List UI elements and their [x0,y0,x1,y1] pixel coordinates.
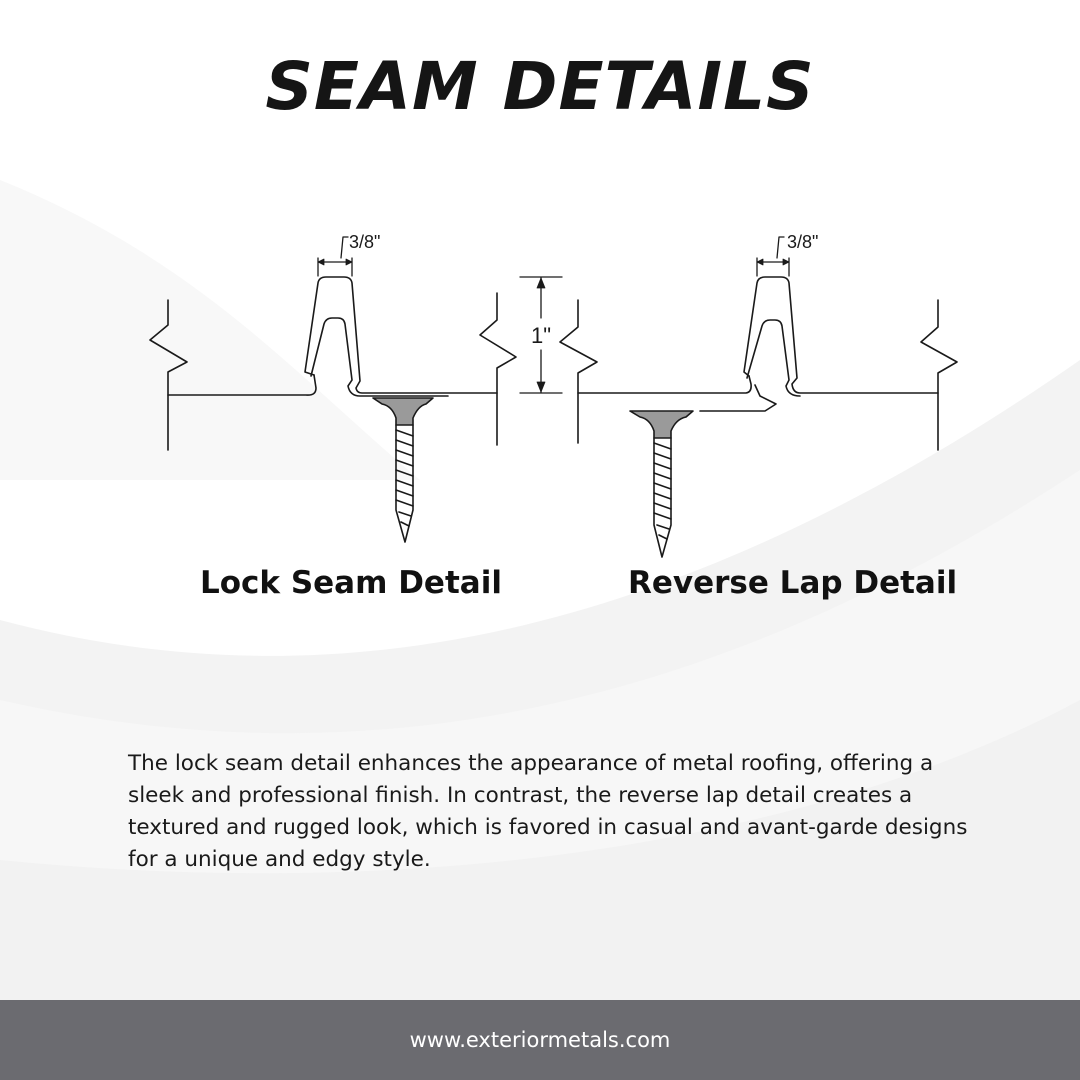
right-break-line [921,300,957,450]
height-label: 1" [531,323,552,348]
footer-url[interactable]: www.exteriormetals.com [409,1028,671,1052]
reverse-lap-caption: Reverse Lap Detail [628,565,958,601]
reverse-lap-left-break [560,300,597,443]
reverse-lap-rib [744,277,938,393]
footer-bar [0,1000,1080,1080]
mid-break-line [480,293,516,445]
description-paragraph: The lock seam detail enhances the appearance of metal roofing, offering a sleek and professional finish. In contrast, the reverse lap detail creates a textured and rugged look, which is favored in casual and avant-garde designs for a unique and edgy style. [128,751,968,872]
lock-seam-rib [305,277,497,393]
left-break-line [150,300,187,450]
seam-details-diagram [0,200,1080,570]
lock-seam-panel [150,232,516,542]
height-dimension [520,277,562,393]
reverse-lap-base [578,376,751,393]
reverse-lap-screw [630,411,693,557]
reverse-lap-fold [700,385,776,411]
lock-seam-caption: Lock Seam Detail [200,565,502,601]
page-title: SEAM DETAILS [265,48,815,125]
reverse-lap-width-label: 3/8" [787,232,819,252]
reverse-lap-panel [560,232,957,557]
lock-seam-rib-inner [311,318,448,396]
lock-seam-width-label: 3/8" [349,232,381,252]
lock-seam-screw [373,398,433,542]
lock-seam-panel-base [168,375,316,395]
